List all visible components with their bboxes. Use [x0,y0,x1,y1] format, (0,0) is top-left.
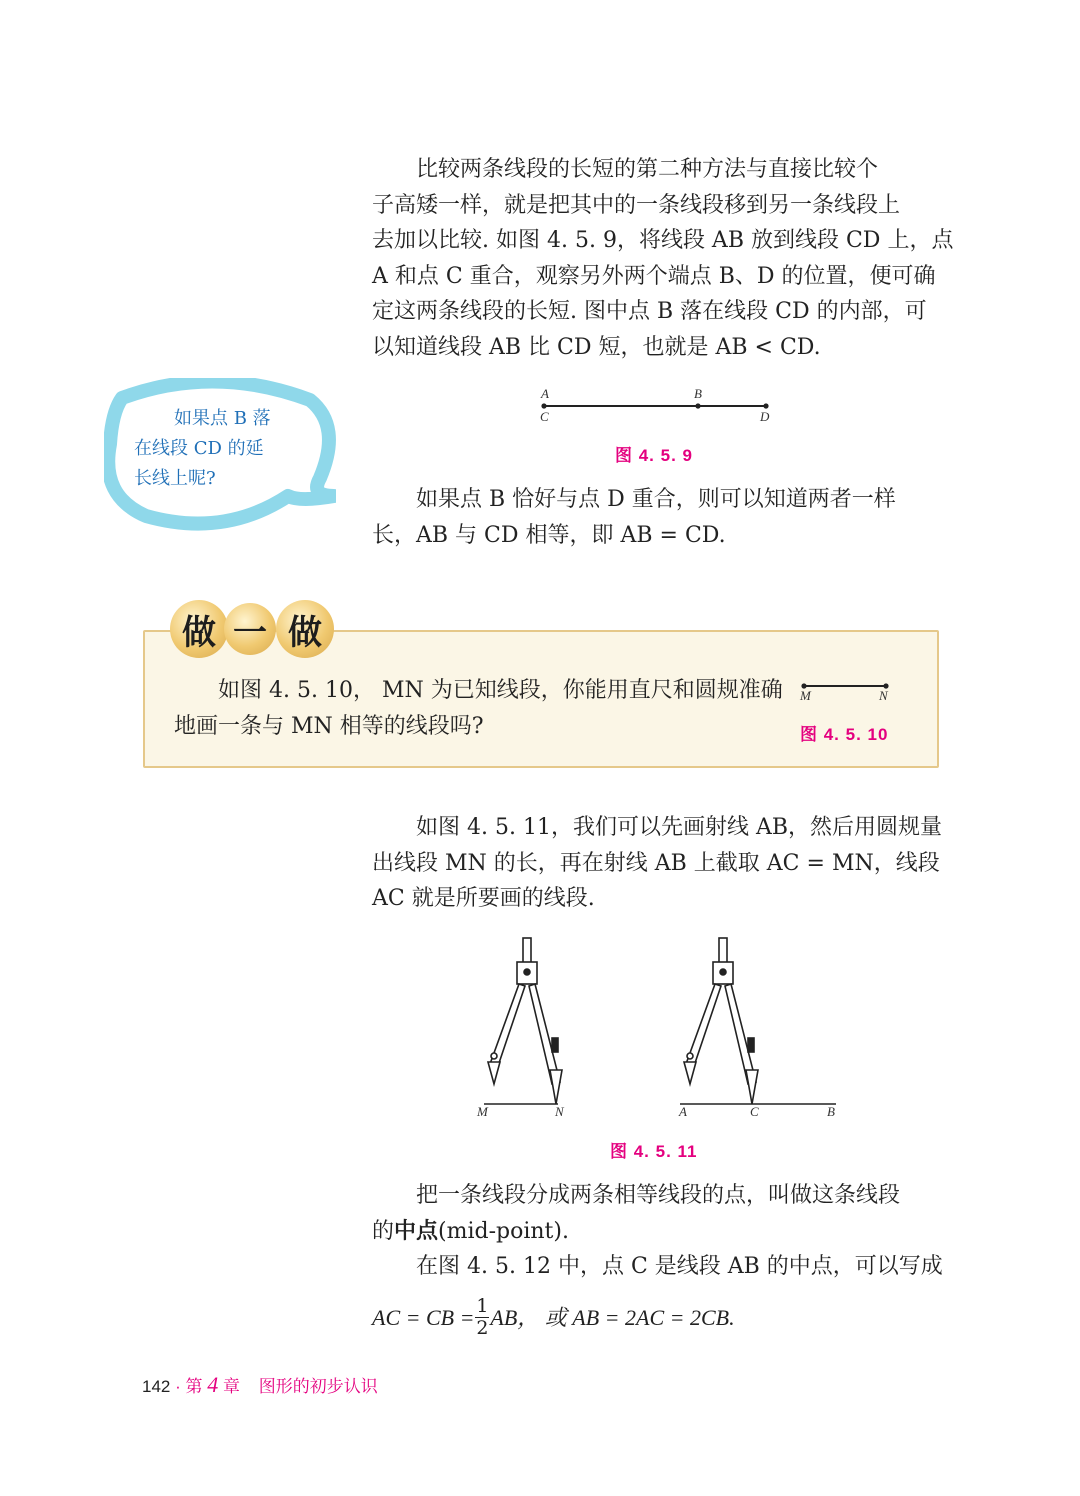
formula-right: AB， 或 AB = 2AC = 2CB. [490,1304,735,1330]
figure-caption: 图 4. 5. 10 [800,725,889,744]
fraction-numerator: 1 [476,1295,489,1317]
figure-4-5-9-segments [530,388,780,428]
text-line: 去加以比较. 如图 4. 5. 9，将线段 AB 放到线段 CD 上，点 [372,228,954,253]
figure-caption: 图 4. 5. 11 [610,1142,698,1161]
activity-title-char: 做 [170,600,228,658]
point-label-n: N [879,688,888,703]
text-line: 在线段 CD 的延 [134,438,264,459]
point-label-n: N [555,1104,564,1119]
page-number: 142 [142,1377,171,1396]
chapter-title: 图形的初步认识 [258,1377,378,1396]
point-label-a: A [679,1104,687,1119]
point-label-b: B [694,386,702,401]
text-line: 以知道线段 AB 比 CD 短，也就是 AB < CD. [372,334,821,360]
page-footer [142,1372,378,1398]
text-line: 把一条线段分成两条相等线段的点，叫做这条线段 [416,1183,901,1208]
text-line: 如图 4. 5. 10， MN 为已知线段，你能用直尺和圆规准确 [218,678,783,703]
point-label-c: C [750,1104,759,1119]
activity-title-char: 一 [224,603,276,655]
paragraph-compare-methods [372,152,953,365]
point-label-b: B [827,1104,835,1119]
bubble-question [134,404,294,494]
text-line: 定这两条线段的长短. 图中点 B 落在线段 CD 的内部，可 [372,299,927,324]
chapter-number: 4 [207,1372,219,1397]
text-span: 的 [372,1218,395,1244]
text-line: 在图 4. 5. 12 中，点 C 是线段 AB 的中点，可以写成 [416,1254,943,1279]
point-label-d: D [760,409,770,424]
text-line: 比较两条线段的长短的第二种方法与直接比较个 [416,157,879,182]
text-line: 子高矮一样，就是把其中的一条线段移到另一条线段上 [372,192,901,218]
text-line: 长，AB 与 CD 相等，即 AB = CD. [372,522,726,548]
paragraph-construction [372,810,942,917]
fraction-denominator: 2 [476,1317,489,1339]
midpoint-formula [372,1296,735,1339]
figure-4-5-11-compasses [470,934,850,1110]
text-line: 如果点 B 落 [174,408,271,429]
term-midpoint: 中点 [394,1218,439,1244]
chapter-suffix: 章 [222,1377,240,1396]
text-line: 长线上呢? [134,468,216,489]
fraction [475,1296,489,1339]
footer-separator: · [175,1377,181,1396]
text-span: (mid-point). [438,1218,569,1244]
text-line: A 和点 C 重合，观察另外两个端点 B、D 的位置，便可确 [372,263,936,289]
point-label-m: M [477,1104,488,1119]
chapter-prefix: 第 [185,1377,203,1396]
text-line: 如图 4. 5. 11，我们可以先画射线 AB，然后用圆规量 [416,815,943,840]
text-line: 出线段 MN 的长，再在射线 AB 上截取 AC = MN，线段 [372,850,940,876]
paragraph-equal-case [372,482,896,553]
text-line [372,1214,943,1250]
activity-question [174,673,783,744]
formula-left: AC = CB = [372,1304,475,1330]
text-line: 如果点 B 恰好与点 D 重合，则可以知道两者一样 [416,487,896,512]
activity-title-char: 做 [276,600,334,658]
text-line: 地画一条与 MN 相等的线段吗? [174,713,484,739]
text-line: AC 就是所要画的线段. [372,886,595,911]
point-label-m: M [800,688,811,703]
paragraph-midpoint-definition [372,1178,943,1285]
figure-caption: 图 4. 5. 9 [615,446,693,465]
point-label-c: C [540,409,549,424]
point-label-a: A [541,386,549,401]
